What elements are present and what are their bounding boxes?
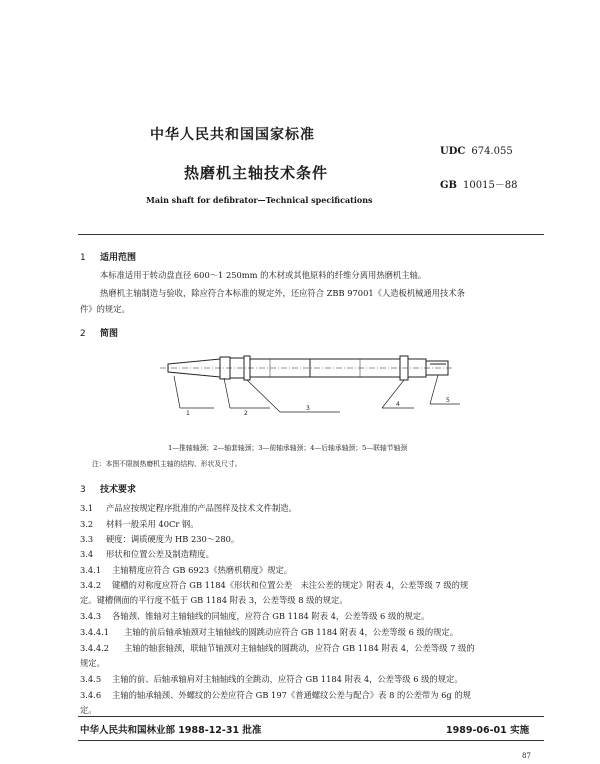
callout-4: 4 [396,401,400,408]
diagram-note: 注：本图不限制热磨机主轴的结构、形状及尺寸。 [92,460,242,468]
clause-3-3: 3.3 硬度：调质硬度为 HB 230～280。 [80,534,240,544]
section-1-paragraph-2: 热磨机主轴制造与验收，除应符合本标准的规定外，还应符合 ZBB 97001《人造板机械通用技术条 [100,288,465,298]
section-1-heading: 1 适用范围 [80,253,137,263]
effective-date: 1989-06-01 实施 [446,725,530,736]
section-3-heading: 3 技术要求 [80,485,137,495]
leader-4 [382,380,404,408]
leader-3 [247,380,280,412]
document-title-english: Main shaft for defibrator—Technical specifications [146,195,373,205]
section-1-paragraph-2-cont: 件》的规定。 [80,304,130,314]
clause-3-4: 3.4 形状和位置公差及制造精度。 [80,549,214,559]
document-title: 热磨机主轴技术条件 [184,164,329,182]
approval-line: 中华人民共和国林业部 1988-12-31 批准 [80,725,262,736]
clause-3-4-1: 3.4.1 主轴精度应符合 GB 6923《热磨机精度》规定。 [80,565,293,575]
udc-label: UDC [440,146,466,157]
section-2-heading: 2 简图 [80,329,119,339]
clause-3-4-5: 3.4.5 主轴的前、后轴承轴肩对主轴轴线的全跳动，应符合 GB 1184 附表 4，公差等级 6 级的规定。 [80,674,463,684]
clause-3-4-3: 3.4.3 各轴颈、锥轴对主轴轴线的同轴度，应符合 GB 1184 附表 4，公差等级 6 级的规定。 [80,611,430,621]
clause-3-4-4-2: 3.4.4.2 主轴的轴套轴颈，联轴节轴颈对主轴轴线的圆跳动，应符合 GB 1184 附表 4，公差等级 7 级的 [80,643,475,653]
page-number: 87 [522,752,531,760]
clause-3-4-6: 3.4.6 主轴的轴承轴颈、外螺纹的公差应符合 GB 197《普通螺纹公差与配合》表 8 的公差带为 6g 的规 [80,690,471,700]
footer-bottom-divider [78,740,544,741]
leader-1 [174,376,180,408]
clause-3-2: 3.2 材料一般采用 40Cr 钢。 [80,519,199,529]
callout-1: 1 [186,410,190,417]
clause-3-4-4-2-cont: 规定。 [80,658,105,668]
shaft-diagram [160,340,460,440]
gb-value: 10015－88 [463,180,518,191]
udc-number [440,146,513,157]
leader-2 [224,378,230,408]
standard-title: 中华人民共和国国家标准 [150,127,315,143]
gb-number [440,176,518,191]
leader-5 [430,375,438,404]
clause-3-4-6-cont: 定。 [80,705,97,715]
diagram-caption: 1—推轴轴颈；2—轴套轴颈；3—前轴承轴颈；4—后轴承轴颈；5—联轴节轴颈 [168,444,408,452]
footer-divider [78,716,544,717]
callout-5: 5 [446,397,450,404]
clause-3-1: 3.1 产品应按规定程序批准的产品图样及技术文件制造。 [80,503,297,513]
clause-3-4-4-1: 3.4.4.1 主轴的前后轴承轴颈对主轴轴线的圆跳动应符合 GB 1184 附表 4，公差等级 6 级的规定。 [80,627,459,637]
clause-3-4-2-cont: 定。键槽侧面的平行度不低于 GB 1184 附表 3，公差等级 8 级的规定。 [80,595,348,605]
section-1-paragraph-1: 本标准适用于转动盘直径 600～1 250mm 的木材或其他原料的纤维分离用热磨机主轴。 [100,270,427,280]
header-divider [78,234,544,235]
udc-value: 674.055 [471,146,513,157]
callout-3: 3 [306,405,310,412]
clause-3-4-2: 3.4.2 键槽的对称度应符合 GB 1184《形状和位置公差 未注公差的规定》附表 4，公差等级 7 级的规 [80,580,469,590]
gb-label: GB [440,180,457,191]
callout-2: 2 [244,410,248,417]
